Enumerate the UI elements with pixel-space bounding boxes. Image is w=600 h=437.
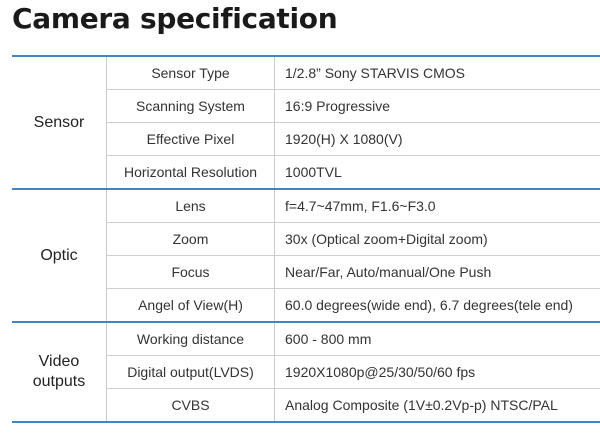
group-label-line: outputs (32, 373, 86, 390)
param-label: Digital output(LVDS) (107, 356, 275, 389)
param-label: Angel of View(H) (107, 289, 275, 323)
param-label: Working distance (107, 322, 275, 356)
param-value: 1000TVL (275, 156, 600, 190)
group-label-optic: Optic (12, 189, 107, 322)
spec-table (12, 55, 600, 423)
group-label-sensor: Sensor (12, 56, 107, 189)
table-row (12, 189, 600, 223)
param-label: Horizontal Resolution (107, 156, 275, 190)
param-value: 1920X1080p@25/30/50/60 fps (275, 356, 600, 389)
param-label: Sensor Type (107, 56, 275, 90)
param-value: 1920(H) X 1080(V) (275, 123, 600, 156)
param-value: 16:9 Progressive (275, 90, 600, 123)
table-row (12, 56, 600, 90)
param-value: Analog Composite (1V±0.2Vp-p) NTSC/PAL (275, 389, 600, 423)
param-value: 600 - 800 mm (275, 322, 600, 356)
table-row (12, 322, 600, 356)
param-label: Zoom (107, 223, 275, 256)
param-value: f=4.7~47mm, F1.6~F3.0 (275, 189, 600, 223)
param-value: 30x (Optical zoom+Digital zoom) (275, 223, 600, 256)
param-value: 1/2.8” Sony STARVIS CMOS (275, 56, 600, 90)
param-label: Lens (107, 189, 275, 223)
param-label: Scanning System (107, 90, 275, 123)
page-title: Camera specification (12, 2, 338, 35)
param-value: 60.0 degrees(wide end), 6.7 degrees(tele end) (275, 289, 600, 323)
param-label: Effective Pixel (107, 123, 275, 156)
param-value: Near/Far, Auto/manual/One Push (275, 256, 600, 289)
group-label-line: Video (38, 353, 80, 370)
group-label-video-outputs (12, 322, 107, 422)
param-label: CVBS (107, 389, 275, 423)
param-label: Focus (107, 256, 275, 289)
